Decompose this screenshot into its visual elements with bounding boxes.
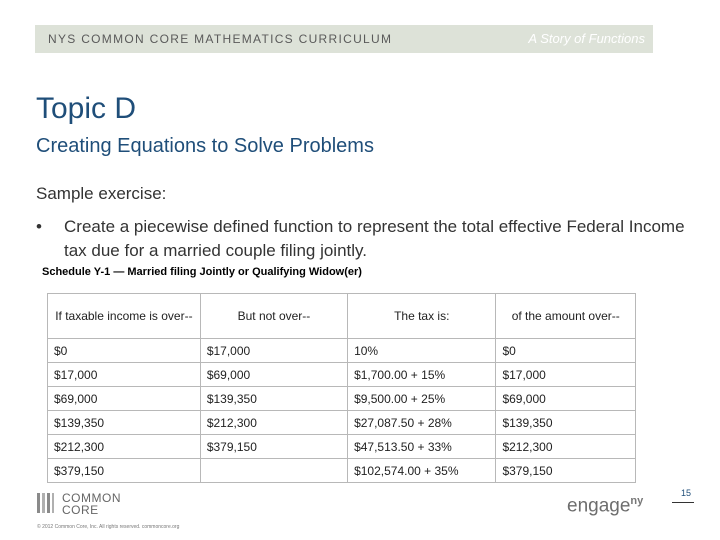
- table-cell: $9,500.00 + 25%: [348, 387, 496, 411]
- schedule-title: Schedule Y-1 — Married filing Jointly or Qualifying Widow(er): [42, 266, 362, 278]
- table-cell: $17,000: [48, 363, 201, 387]
- table-row: [48, 339, 636, 363]
- engage-text: engage: [567, 495, 631, 517]
- table-cell: $212,300: [200, 411, 347, 435]
- table-cell: $17,000: [200, 339, 347, 363]
- table-cell: 10%: [348, 339, 496, 363]
- table-row: [48, 459, 636, 483]
- logo-line-1: COMMON: [62, 491, 121, 505]
- header-bar: [35, 25, 653, 53]
- table-cell: $102,574.00 + 35%: [348, 459, 496, 483]
- table-cell: $139,350: [496, 411, 636, 435]
- table-cell: $69,000: [48, 387, 201, 411]
- table-cell: $379,150: [200, 435, 347, 459]
- module-name: A Story of Functions: [528, 31, 645, 46]
- table-cell: $27,087.50 + 28%: [348, 411, 496, 435]
- table-row: [48, 387, 636, 411]
- table-cell: $139,350: [48, 411, 201, 435]
- common-core-logo-icon: [37, 493, 53, 513]
- curriculum-title: NYS COMMON CORE MATHEMATICS CURRICULUM: [48, 32, 393, 46]
- table-cell: $379,150: [48, 459, 201, 483]
- table-cell: $212,300: [496, 435, 636, 459]
- table-cell: $69,000: [200, 363, 347, 387]
- table-row: [48, 411, 636, 435]
- table-cell: $379,150: [496, 459, 636, 483]
- copyright: © 2012 Common Core, Inc. All rights reserved. commoncore.org: [37, 524, 180, 530]
- logo-line-2: CORE: [62, 503, 99, 517]
- table-cell: [200, 459, 347, 483]
- ny-text: ny: [630, 495, 644, 507]
- table-cell: $0: [48, 339, 201, 363]
- table-cell: $17,000: [496, 363, 636, 387]
- common-core-logo: [62, 492, 121, 516]
- table-row: [48, 363, 636, 387]
- table-header-row: [48, 294, 636, 339]
- tax-table: [47, 293, 636, 483]
- page-number: 15: [680, 488, 691, 498]
- header-not-over: But not over--: [200, 294, 347, 339]
- page-number-underline: [672, 502, 694, 503]
- table-row: [48, 435, 636, 459]
- table-cell: $139,350: [200, 387, 347, 411]
- table-cell: $0: [496, 339, 636, 363]
- topic-subtitle: Creating Equations to Solve Problems: [36, 135, 374, 157]
- header-tax-is: The tax is:: [348, 294, 496, 339]
- bullet-text: Create a piecewise defined function to represent the total effective Federal Income tax due for a married couple filing jointly.: [64, 217, 685, 260]
- table-cell: $1,700.00 + 15%: [348, 363, 496, 387]
- table-cell: $69,000: [496, 387, 636, 411]
- engageny-logo: [567, 495, 643, 517]
- table-cell: $47,513.50 + 33%: [348, 435, 496, 459]
- table-cell: $212,300: [48, 435, 201, 459]
- topic-title: Topic D: [36, 92, 137, 125]
- bullet-icon: •: [36, 217, 42, 236]
- header-amount-over: of the amount over--: [496, 294, 636, 339]
- header-income-over: If taxable income is over--: [48, 294, 201, 339]
- intro-text: Sample exercise:: [36, 184, 167, 203]
